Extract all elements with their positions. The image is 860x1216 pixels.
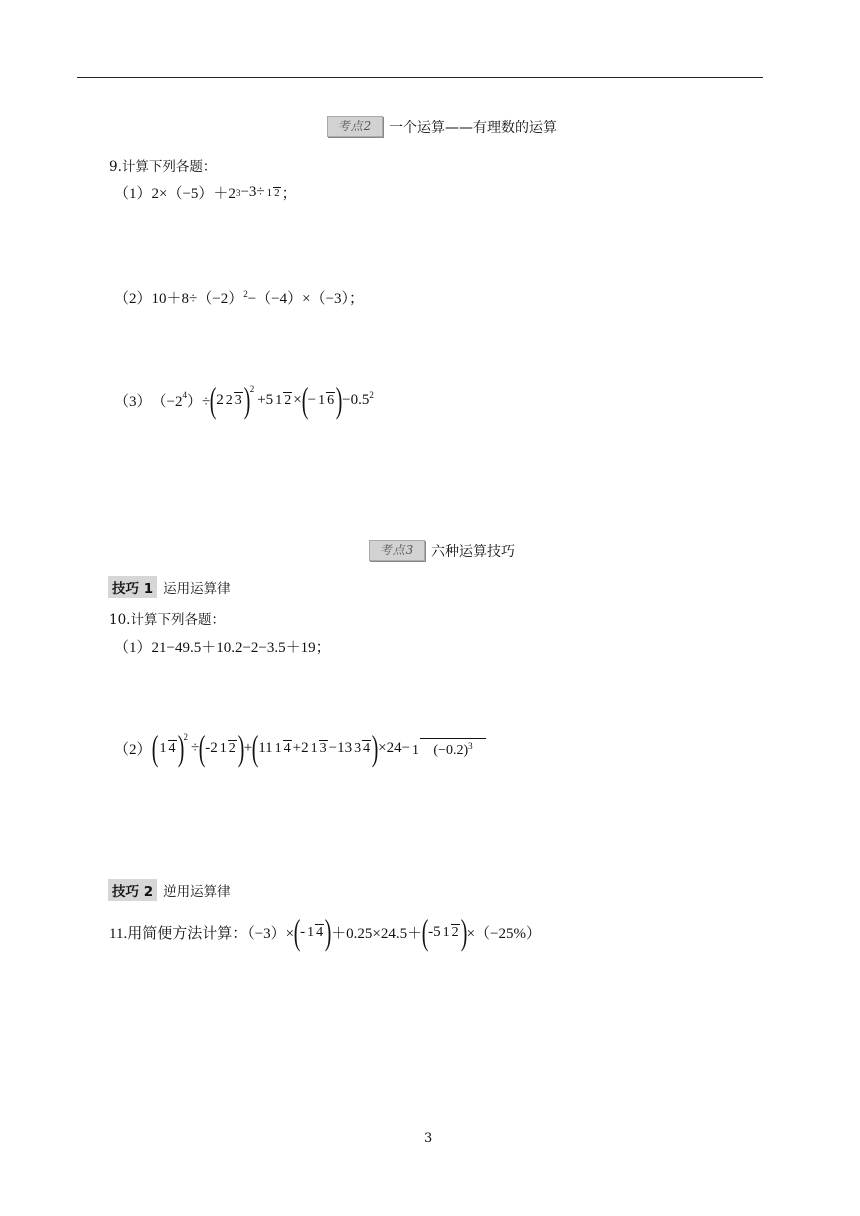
minus-sign: − [307, 391, 317, 408]
numerator: 1 [266, 186, 273, 199]
left-paren: ( [293, 912, 301, 952]
numerator: 3 [354, 741, 362, 756]
denominator: 4 [316, 925, 324, 940]
expr-text: ＋0.25×24.5＋ [331, 925, 423, 942]
numerator: 1 [274, 741, 282, 756]
numerator: 1 [159, 741, 167, 756]
question-10-part-2 [114, 728, 487, 768]
exponent: 2 [249, 384, 255, 394]
left-paren: ( [251, 728, 259, 768]
numerator: 1 [310, 741, 318, 756]
expr-text: +2 [292, 739, 309, 756]
question-10-part-1 [114, 636, 331, 657]
section-title: 一个运算——有理数的运算 [389, 119, 557, 136]
denominator: 4 [363, 741, 371, 756]
expr-text: 21−49.5＋10.2−2−3.5＋19； [151, 640, 331, 656]
fraction [266, 187, 281, 199]
fraction [219, 740, 237, 756]
expr-text: ×24− [378, 739, 411, 756]
denominator: 3 [234, 393, 242, 408]
whole-number: 2 [216, 391, 224, 408]
times-sign: × [293, 391, 302, 408]
exponent: 2 [369, 390, 374, 400]
left-paren: ( [151, 728, 158, 768]
numerator: 1 [412, 743, 420, 759]
right-paren: ) [177, 728, 184, 768]
denominator: 4 [283, 741, 291, 756]
plus-sign: + [243, 739, 253, 756]
fraction [274, 740, 292, 756]
numerator: 1 [275, 393, 283, 408]
expr-text: -5 [428, 923, 441, 940]
part-label: （1） [114, 186, 152, 202]
right-paren: ) [371, 728, 379, 768]
fraction [353, 740, 371, 756]
left-paren: ( [301, 380, 308, 420]
expr-text: 10＋8÷（−2） [151, 291, 244, 307]
expr-text: （−2 [151, 393, 183, 410]
exponent: 4 [182, 390, 187, 400]
fraction [306, 924, 324, 940]
fraction [317, 392, 335, 408]
section-heading-3 [369, 540, 515, 561]
right-paren: ) [243, 380, 251, 420]
exponent: 2 [243, 288, 248, 299]
whole-number: 11 [258, 739, 273, 756]
tip-heading-2 [108, 879, 231, 901]
expr-text: ×（−25%） [466, 925, 542, 942]
expr-text: 2×（−5）＋2 [151, 186, 236, 202]
numerator: 1 [442, 925, 450, 940]
question-9-part-3 [114, 380, 374, 420]
numerator: 1 [307, 925, 315, 940]
question-9-stem: 9.计算下列各题： [109, 159, 217, 175]
tip-badge: 技巧 1 [108, 576, 157, 598]
denominator-base: (−0.2) [433, 743, 469, 759]
denominator [420, 738, 486, 759]
expr-text: −3÷ [240, 184, 265, 200]
tip-heading-1 [108, 576, 231, 598]
expr-text: 11.用简便方法计算：（−3）× [109, 925, 295, 942]
header-rule [77, 77, 763, 78]
numerator: 2 [225, 393, 233, 408]
left-paren: ( [421, 912, 429, 952]
numerator: 1 [219, 741, 227, 756]
question-9-part-1 [114, 182, 297, 203]
left-paren: ( [198, 728, 206, 768]
kaodian-badge: 考点2 [327, 116, 383, 137]
right-paren: ) [324, 912, 332, 952]
expr-text: ）÷ [186, 393, 211, 410]
part-label: （2） [114, 741, 152, 758]
exponent: 3 [235, 187, 241, 198]
question-11 [109, 912, 542, 952]
tip-badge: 技巧 2 [108, 879, 157, 901]
fraction [159, 740, 177, 756]
part-label: （1） [114, 640, 152, 656]
fraction [274, 392, 292, 408]
denominator: 6 [327, 393, 335, 408]
expr-text: −13 [328, 739, 353, 756]
denominator: 2 [451, 925, 459, 940]
left-paren: ( [209, 380, 217, 420]
denominator: 2 [274, 186, 280, 199]
expr-text: +5 [257, 391, 274, 408]
question-10-stem: 10.计算下列各题： [109, 612, 225, 628]
denominator: 4 [168, 741, 176, 756]
numerator: 1 [318, 393, 326, 408]
section-title: 六种运算技巧 [431, 543, 515, 560]
fraction [442, 924, 460, 940]
section-heading-2 [327, 116, 557, 137]
denominator: 2 [228, 741, 236, 756]
question-9-part-2 [114, 287, 364, 308]
exponent: 2 [183, 732, 189, 742]
fraction [310, 740, 328, 756]
right-paren: ) [460, 912, 467, 952]
kaodian-badge: 考点3 [369, 540, 425, 561]
divide-sign: ÷ [191, 739, 200, 756]
minus-sign: - [300, 923, 306, 940]
denominator: 2 [284, 393, 292, 408]
fraction [225, 392, 243, 408]
expr-text: -2 [205, 739, 218, 756]
expr-text: −0.5 [342, 391, 370, 408]
fraction [411, 738, 486, 759]
tip-title: 逆用运算律 [163, 884, 231, 900]
denominator: 3 [319, 741, 327, 756]
part-label: （2） [114, 291, 152, 307]
right-paren: ) [237, 728, 245, 768]
expr-text: ； [281, 186, 297, 202]
right-paren: ) [335, 380, 343, 420]
exponent: 3 [468, 740, 473, 751]
expr-text: −（−4）×（−3）； [247, 291, 365, 307]
part-label: （3） [114, 393, 152, 410]
tip-title: 运用运算律 [163, 581, 231, 597]
page-number: 3 [424, 1131, 433, 1146]
